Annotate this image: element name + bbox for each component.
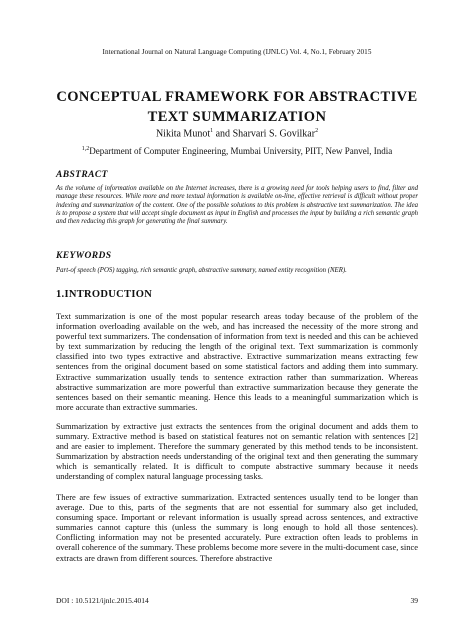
author-name: Sharvari S. Govilkar [232, 128, 316, 140]
body-paragraph: There are few issues of extractive summarization. Extracted sentences usually tend to be longer than average. Due to this, parts of the segments that are not essential for summary also get included, consuming space. Important or relevant information is usually spread across sentences, and extractive summaries cannot capture this (unless the summary is long enough to hold all those sentences). Conflicting information may not be presented accurately. Pure extraction often leads to problems in overall coherence of the summary. These problems become more severe in the multi-document case, since extracts are drawn from different sources. Therefore abstractive [56, 492, 418, 563]
paper-title [0, 87, 474, 127]
author-affiliation-mark: 2 [315, 128, 319, 134]
body-paragraph: Text summarization is one of the most popular research areas today because of the problem of the information overloading available on the web, and has increased the necessity of the more strong and powerful text summarizers. The condensation of information from text is needed and this can be achieved by text summarization by reducing the length of the original text. Text summarization is commonly classified into two types extractive and abstractive. Extractive summarization means extracting few sentences from the original document based on some statistical factors and adding them into summary. Extractive summarization usually tends to sentence extraction rather than summarization. Whereas abstractive summarization are more powerful than extractive summarization because they generate the sentences based on their semantic meaning. Hence this leads to a meaningful summarization which is more accurate than extractive summaries. [56, 311, 418, 412]
running-head: International Journal on Natural Language Computing (IJNLC) Vol. 4, No.1, February 2015 [102, 48, 372, 56]
affiliation-text: Department of Computer Engineering, Mumbai University, PIIT, New Panvel, India [89, 146, 393, 156]
title-line-1: CONCEPTUAL FRAMEWORK FOR ABSTRACTIVE [56, 89, 418, 105]
page-number: 39 [410, 596, 418, 605]
body-paragraph: Summarization by extractive just extracts the sentences from the original document and adds them to summary. Extractive method is based on statistical features not on semantic relation with sentences [2] and are easier to implement. Therefore the summary generated by this method tends to be inconsistent. Summarization by abstraction needs understanding of the original text and then generating the summary which is semantically related. It is difficult to compute abstractive summary because it needs understanding of complex natural language processing tasks. [56, 421, 418, 482]
author-affiliation-mark: 1 [210, 128, 214, 134]
affiliation-mark: 1,2 [81, 146, 90, 152]
title-line-2: TEXT SUMMARIZATION [147, 109, 327, 125]
footer-doi: DOI : 10.5121/ijnlc.2015.4014 [56, 596, 149, 605]
affiliation [0, 146, 474, 156]
author-list [0, 128, 474, 139]
abstract-text: As the volume of information available on the Internet increases, there is a growing need for tools helping users to find, filter and manage these resources. While more and more textual information is available on-line, effective retrieval is difficult without proper indexing and summarization of the content. One of the possible solutions to this problem is abstractive text summarization. The idea is to propose a system that will accept single document as input in English and processes the input by building a rich semantic graph and then reducing this graph for generating the final summary. [56, 185, 418, 226]
section-heading-introduction: 1.INTRODUCTION [56, 289, 153, 300]
keywords-text: Part-of speech (POS) tagging, rich semantic graph, abstractive summary, named entity recognition (NER). [56, 267, 347, 274]
keywords-heading: KEYWORDS [56, 251, 112, 261]
author-name: Nikita Munot [155, 128, 211, 140]
abstract-heading: ABSTRACT [56, 170, 108, 180]
author-conjunction: and [213, 128, 233, 140]
